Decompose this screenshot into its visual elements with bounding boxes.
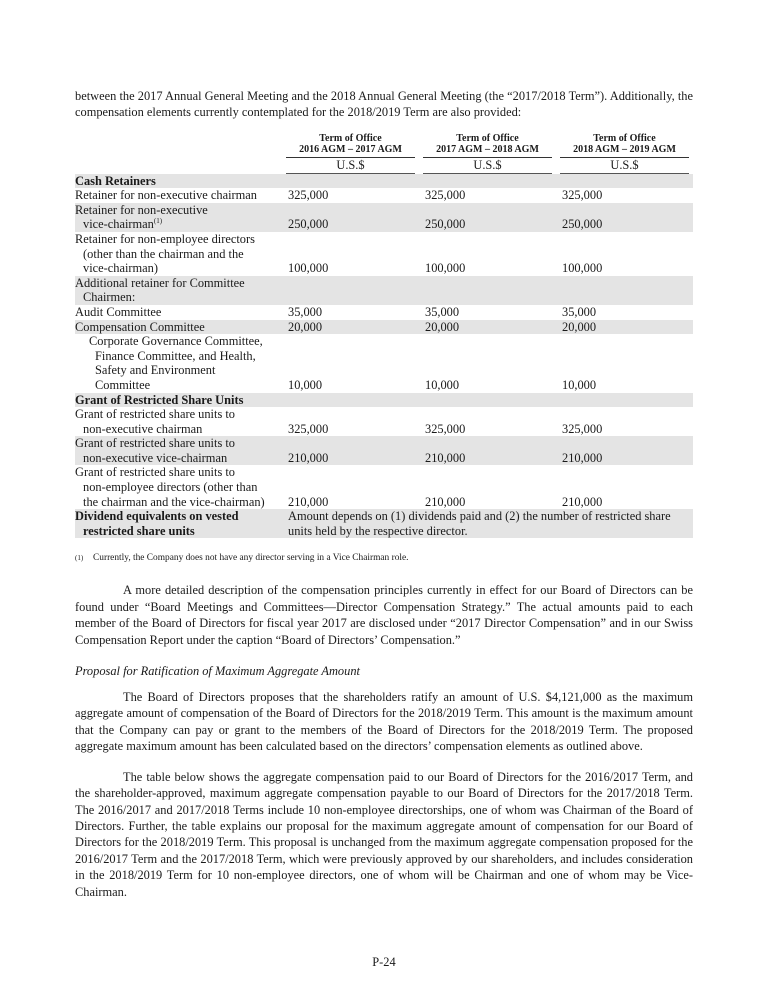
table-row: Grant of restricted share units to non-employee directors (other than the chairman and the vice-chairman) 210,000 210,000 210,000 (75, 465, 603, 509)
unit-label: U.S.$ (286, 158, 415, 174)
section-title: Proposal for Ratification of Maximum Aggregate Amount (75, 664, 360, 679)
compensation-table (75, 133, 693, 539)
table-row: Grant of restricted share units to non-executive chairman 325,000 325,000 325,000 (75, 407, 603, 436)
unit-label: U.S.$ (560, 158, 689, 174)
table-header-row (75, 133, 693, 158)
column-header-2017-2018: Term of Office 2017 AGM – 2018 AGM (423, 133, 552, 158)
footnote-mark: (1) (75, 554, 84, 563)
unit-row (75, 158, 693, 174)
section-header-cash-retainers: Cash Retainers (75, 174, 693, 189)
table-row: Additional retainer for Committee Chairmen: (75, 276, 693, 305)
table-row: Retainer for non-executive vice-chairman$^{(1)}$ 250,000 250,000 250,000 (75, 203, 693, 232)
page-number: P-24 (372, 955, 396, 969)
section-header-rsu: Grant of Restricted Share Units (75, 393, 693, 408)
table-row: Retainer for non-executive chairman 325,000 325,000 325,000 (75, 188, 603, 203)
table-row: Audit Committee 35,000 35,000 35,000 (75, 304, 597, 319)
intro-paragraph: between the 2017 Annual General Meeting and the 2018 Annual General Meeting (the “2017/2018 Term”). Additionally, the compensation elements currently contemplated for the 2018/2019 Term are also provided: (75, 89, 693, 120)
table-row: Compensation Committee 20,000 20,000 20,000 (75, 320, 693, 335)
aggregate-paragraph: The table below shows the aggregate compensation paid to our Board of Directors for the 2016/2017 Term, and the shareholder-approved, maximum aggregate compensation payable to our Board of Directors for the 2017/2018 Term. The 2016/2017 and 2017/2018 Terms include 10 non-employee directorships, one of whom was Chairman of the Board of Directors. Further, the table explains our proposal for the maximum aggregate amount of compensation for our Board of Directors for the 2018/2019 Term. This proposal is unchanged from the maximum aggregate compensation proposed for the 2016/2017 Term and the 2017/2018 Term, which were previously approved by our shareholders, and includes consideration in the 2018/2019 Term for 10 non-employee directors, one of whom will be Chairman and one of whom may be Vice-Chairman. (75, 769, 693, 899)
unit-label: U.S.$ (423, 158, 552, 174)
table-row: Grant of restricted share units to non-executive vice-chairman 210,000 210,000 210,000 (75, 436, 693, 465)
table-row-dividend: Dividend equivalents on vested restricted share units Amount depends on (1) dividends paid and (2) the number of restricted share units held by the respective director. (75, 509, 693, 538)
footnote-ref: (1) (153, 217, 163, 226)
column-header-2018-2019: Term of Office 2018 AGM – 2019 AGM (560, 133, 689, 158)
column-header-2016-2017: Term of Office 2016 AGM – 2017 AGM (286, 133, 415, 158)
description-paragraph: A more detailed description of the compensation principles currently in effect for our Board of Directors can be found under “Board Meetings and Committees—Director Compensation Strategy.” The actual amounts paid to each member of the Board of Directors for fiscal year 2017 are disclosed under “2017 Director Compensation” and in our Swiss Compensation Report under the caption “Board of Directors’ Compensation.” (75, 583, 693, 647)
table-row: Retainer for non-employee directors (other than the chairman and the vice-chairman) 100,000 100,000 100,000 (75, 231, 603, 276)
proposal-paragraph: The Board of Directors proposes that the shareholders ratify an amount of U.S. $4,121,000 as the maximum aggregate amount of compensation of the Board of Directors for the 2018/2019 Term. This amount is the maximum amount that the Company can pay or grant to the members of the Board of Directors for the 2018/2019 Term. The proposed aggregate maximum amount has been calculated based on the directors’ compensation elements as outlined above. (75, 690, 693, 754)
footnote (75, 552, 693, 564)
document-page (75, 88, 693, 900)
table-row: Corporate Governance Committee, Finance Committee, and Health, Safety and Environment Committee 10,000 10,000 10,000 (89, 334, 597, 392)
footnote-text: Currently, the Company does not have any director serving in a Vice Chairman role. (93, 553, 409, 564)
